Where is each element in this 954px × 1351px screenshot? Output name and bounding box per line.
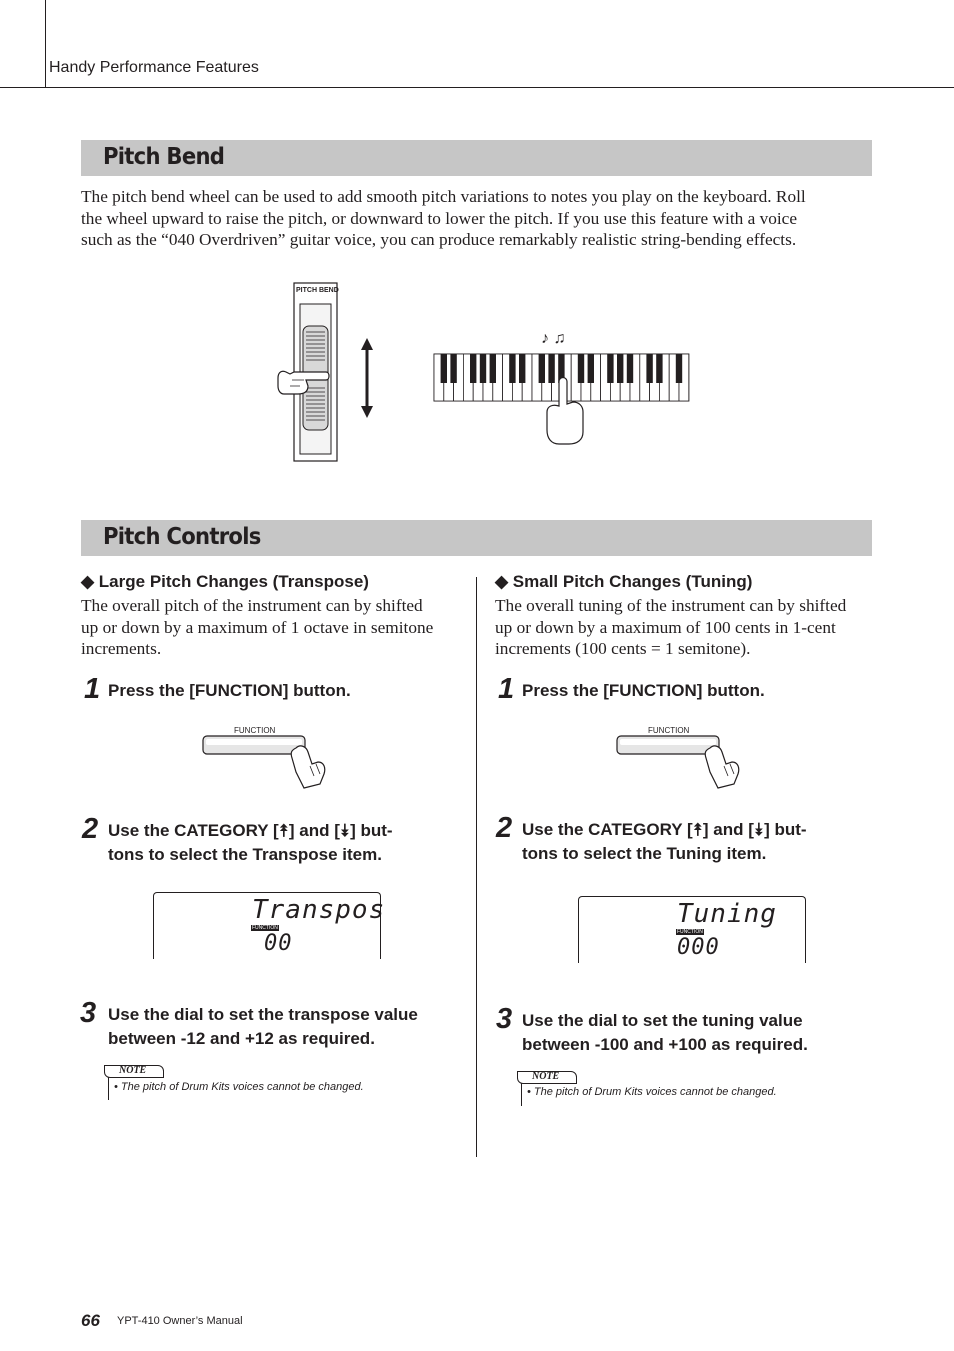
transpose-step-1-number: 1: [84, 673, 101, 705]
tuning-step-1-text: Press the [FUNCTION] button.: [522, 681, 765, 700]
tuning-step-3-number: 3: [496, 1003, 513, 1035]
lcd-value: 00: [264, 931, 293, 956]
step-2-text-a: Use the CATEGORY [: [522, 820, 693, 839]
transpose-line: increments.: [81, 639, 162, 658]
tuning-lcd-display: [578, 896, 806, 963]
tuning-step-1-number: 1: [498, 673, 515, 705]
musical-notes-icon: ♪ ♫: [541, 330, 566, 347]
tuning-note-text: • The pitch of Drum Kits voices cannot be changed.: [527, 1086, 777, 1098]
step-3-line1: Use the dial to set the tuning value: [522, 1011, 803, 1030]
section-bar-pitch-controls: [81, 520, 872, 556]
lcd-main-text: Transpos: [252, 895, 386, 925]
column-divider: [476, 577, 477, 1157]
black-key: [676, 354, 682, 383]
tuning-note-badge: [517, 1071, 577, 1084]
black-key: [480, 354, 486, 383]
step-3-line1: Use the dial to set the transpose value: [108, 1005, 418, 1024]
pitch-bend-wheel-icon: [270, 282, 390, 464]
step-2-text-b: ] and [: [702, 820, 754, 839]
black-key: [441, 354, 447, 383]
note-tag-label: NOTE: [532, 1071, 560, 1082]
black-key: [519, 354, 525, 383]
black-key: [578, 354, 584, 383]
black-key: [656, 354, 662, 383]
step-3-line2: between -12 and +12 as required.: [108, 1028, 375, 1048]
transpose-step-3-number: 3: [80, 997, 97, 1029]
black-key: [450, 354, 456, 383]
category-up-icon: ⯭: [692, 820, 703, 839]
transpose-paragraph: [81, 595, 466, 660]
pitch-bend-paragraph: [81, 186, 871, 251]
black-key: [470, 354, 476, 383]
transpose-lcd-display: [153, 892, 386, 959]
transpose-note-text: • The pitch of Drum Kits voices cannot be changed.: [114, 1081, 364, 1093]
tuning-paragraph: [495, 595, 875, 660]
section-title-pitch-controls: Pitch Controls: [103, 524, 261, 550]
pitch-bend-wheel-label: PITCH BEND: [296, 287, 339, 294]
step-2-text-line2: tons to select the Tuning item.: [522, 843, 767, 863]
tuning-heading: ◆ Small Pitch Changes (Tuning): [495, 572, 753, 591]
tuning-line: increments (100 cents = 1 semitone).: [495, 639, 751, 658]
pitch-bend-wheel-illustration: [270, 282, 390, 464]
transpose-heading: ◆ Large Pitch Changes (Transpose): [81, 572, 369, 591]
running-header: Handy Performance Features: [49, 59, 259, 76]
tuning-step-2-text: [522, 818, 882, 865]
keyboard-illustration: [433, 330, 691, 446]
transpose-step-2-number: 2: [82, 813, 99, 845]
tuning-line: The overall tuning of the instrument can by shifted: [495, 596, 847, 615]
black-key: [607, 354, 613, 383]
pitch-bend-line: the wheel upward to raise the pitch, or downward to lower the pitch. If you use this feature with a voice: [81, 208, 797, 228]
lcd-value: 000: [677, 935, 720, 960]
transpose-step-1-text: Press the [FUNCTION] button.: [108, 681, 351, 700]
black-key: [509, 354, 515, 383]
tuning-function-label: FUNCTION: [648, 726, 690, 735]
header-rule-horizontal: [0, 87, 954, 88]
footer-model: YPT-410 Owner’s Manual: [117, 1315, 243, 1327]
section-bar-pitch-bend: [81, 140, 872, 176]
tuning-step-3-text: [522, 1009, 808, 1056]
step-2-text-c: ] but-: [764, 820, 807, 839]
lcd-function-tag: FUNCTION: [677, 929, 703, 935]
step-2-text-line2: tons to select the Transpose item.: [108, 844, 382, 864]
black-key: [539, 354, 545, 383]
tuning-step-2-number: 2: [496, 812, 513, 844]
lcd-function-tag: FUNCTION: [252, 925, 278, 931]
black-key: [548, 354, 554, 383]
transpose-note-badge: [104, 1065, 164, 1078]
tuning-line: up or down by a maximum of 100 cents in 1-cent: [495, 617, 836, 637]
transpose-function-button-illustration: [200, 722, 330, 792]
transpose-line: up or down by a maximum of 1 octave in semitone: [81, 617, 434, 637]
lcd-main-text: Tuning: [677, 899, 777, 929]
black-key: [627, 354, 633, 383]
page-number: 66: [81, 1311, 100, 1330]
transpose-function-label: FUNCTION: [234, 726, 276, 735]
step-2-text-c: ] but-: [350, 821, 393, 840]
black-key: [588, 354, 594, 383]
note-tag-label: NOTE: [119, 1065, 147, 1076]
pitch-bend-line: such as the “040 Overdriven” guitar voice, you can produce remarkably realistic string-bending effects.: [81, 230, 797, 249]
black-key: [490, 354, 496, 383]
transpose-step-3-text: [108, 1003, 418, 1050]
step-3-line2: between -100 and +100 as required.: [522, 1034, 808, 1054]
header-rule-vertical: [45, 0, 46, 88]
tuning-function-button-illustration: [614, 722, 744, 792]
step-2-text-a: Use the CATEGORY [: [108, 821, 279, 840]
category-down-icon: ⯯: [339, 821, 351, 840]
category-up-icon: ⯭: [278, 821, 289, 840]
pitch-bend-line: The pitch bend wheel can be used to add smooth pitch variations to notes you play on the keyboard. Roll: [81, 187, 806, 206]
black-key: [617, 354, 623, 383]
transpose-step-2-text: [108, 819, 468, 866]
step-2-text-b: ] and [: [288, 821, 340, 840]
black-key: [646, 354, 652, 383]
section-title-pitch-bend: Pitch Bend: [103, 144, 225, 170]
transpose-line: The overall pitch of the instrument can by shifted: [81, 596, 423, 615]
category-down-icon: ⯯: [753, 820, 765, 839]
